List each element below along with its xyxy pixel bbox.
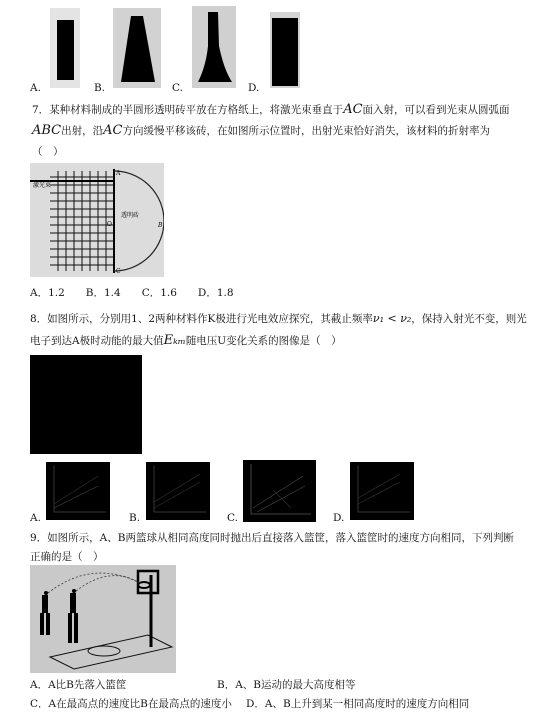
q8-option-b-label: B. <box>129 512 141 524</box>
q8-ekm-symbol: Eₖₘ <box>163 333 186 348</box>
q6-figure-a <box>50 8 80 88</box>
q7-brick-label: 透明砖 <box>121 212 140 219</box>
q7-point-c: C <box>116 268 121 275</box>
q8-freq-relation: ν₁ < ν₂ <box>372 312 412 325</box>
q7-line-2: ABC出射，沿AC方向缓慢平移该砖，在如图所示位置时，出射光束恰好消失，该材料的折射率为 <box>32 123 490 138</box>
q9-basketball-figure <box>30 565 176 673</box>
q6-option-a-label: A. <box>30 82 41 94</box>
q6-figure-d <box>270 12 300 88</box>
q7-figure <box>30 163 164 277</box>
q6-figure-c <box>192 6 236 88</box>
q7-laser-label: 激光束 <box>33 182 52 189</box>
q8-circuit-figure <box>30 355 142 454</box>
q8-option-d-label: D. <box>333 512 345 524</box>
q8-option-a-label: A. <box>30 512 41 524</box>
q7-point-b: B <box>158 222 163 229</box>
q9-option-b: B．A、B运动的最大高度相等 <box>217 679 356 691</box>
q8-graph-a <box>46 462 110 520</box>
q6-figure-b <box>113 8 161 88</box>
q7-ac-symbol-2: AC <box>103 123 123 138</box>
q9-option-a: A．A比B先落入篮筐 <box>30 679 127 691</box>
q9-line-1: 9．如图所示，A、B两篮球从相同高度同时抛出后直接落入篮筐，落入篮筐时的速度方向相同，下列判断 <box>30 532 514 544</box>
q7-line-1: 7．某种材料制成的半圆形透明砖平放在方格纸上，将激光束垂直于AC面入射，可以看到光束从圆弧面 <box>32 102 510 117</box>
q8-line-2: 电子到达A极时动能的最大值Eₖₘ随电压U变化关系的图像是（ ） <box>30 333 342 348</box>
q7-ac-symbol-1: AC <box>343 102 363 117</box>
q9-option-d: D．A、B上升到某一相同高度时的速度方向相同 <box>246 698 470 710</box>
q6-option-b-label: B. <box>94 82 106 94</box>
q8-graph-b <box>146 462 210 520</box>
q9-option-c: C．A在最高点的速度比B在最高点的速度小 <box>30 698 232 710</box>
q6-option-d-label: D. <box>248 82 260 94</box>
q9-line-2: 正确的是（ ） <box>30 551 104 563</box>
q7-options: A．1.2 B．1.4 C．1.6 D．1.8 <box>30 287 234 299</box>
q8-option-c-label: C. <box>227 512 238 524</box>
q8-graph-d <box>350 462 414 520</box>
q7-point-o: O <box>107 221 112 228</box>
q7-point-a: A <box>116 170 121 177</box>
q8-graph-c <box>243 460 316 522</box>
q6-option-c-label: C. <box>172 82 183 94</box>
q7-abc-symbol: ABC <box>32 123 62 138</box>
q8-line-1: 8．如图所示，分别用1、2两种材料作K极进行光电效应探究，其截止频率ν₁ < ν₂，保持入射光不变，则光 <box>30 312 527 325</box>
q7-answer-paren: （ ） <box>32 146 64 158</box>
